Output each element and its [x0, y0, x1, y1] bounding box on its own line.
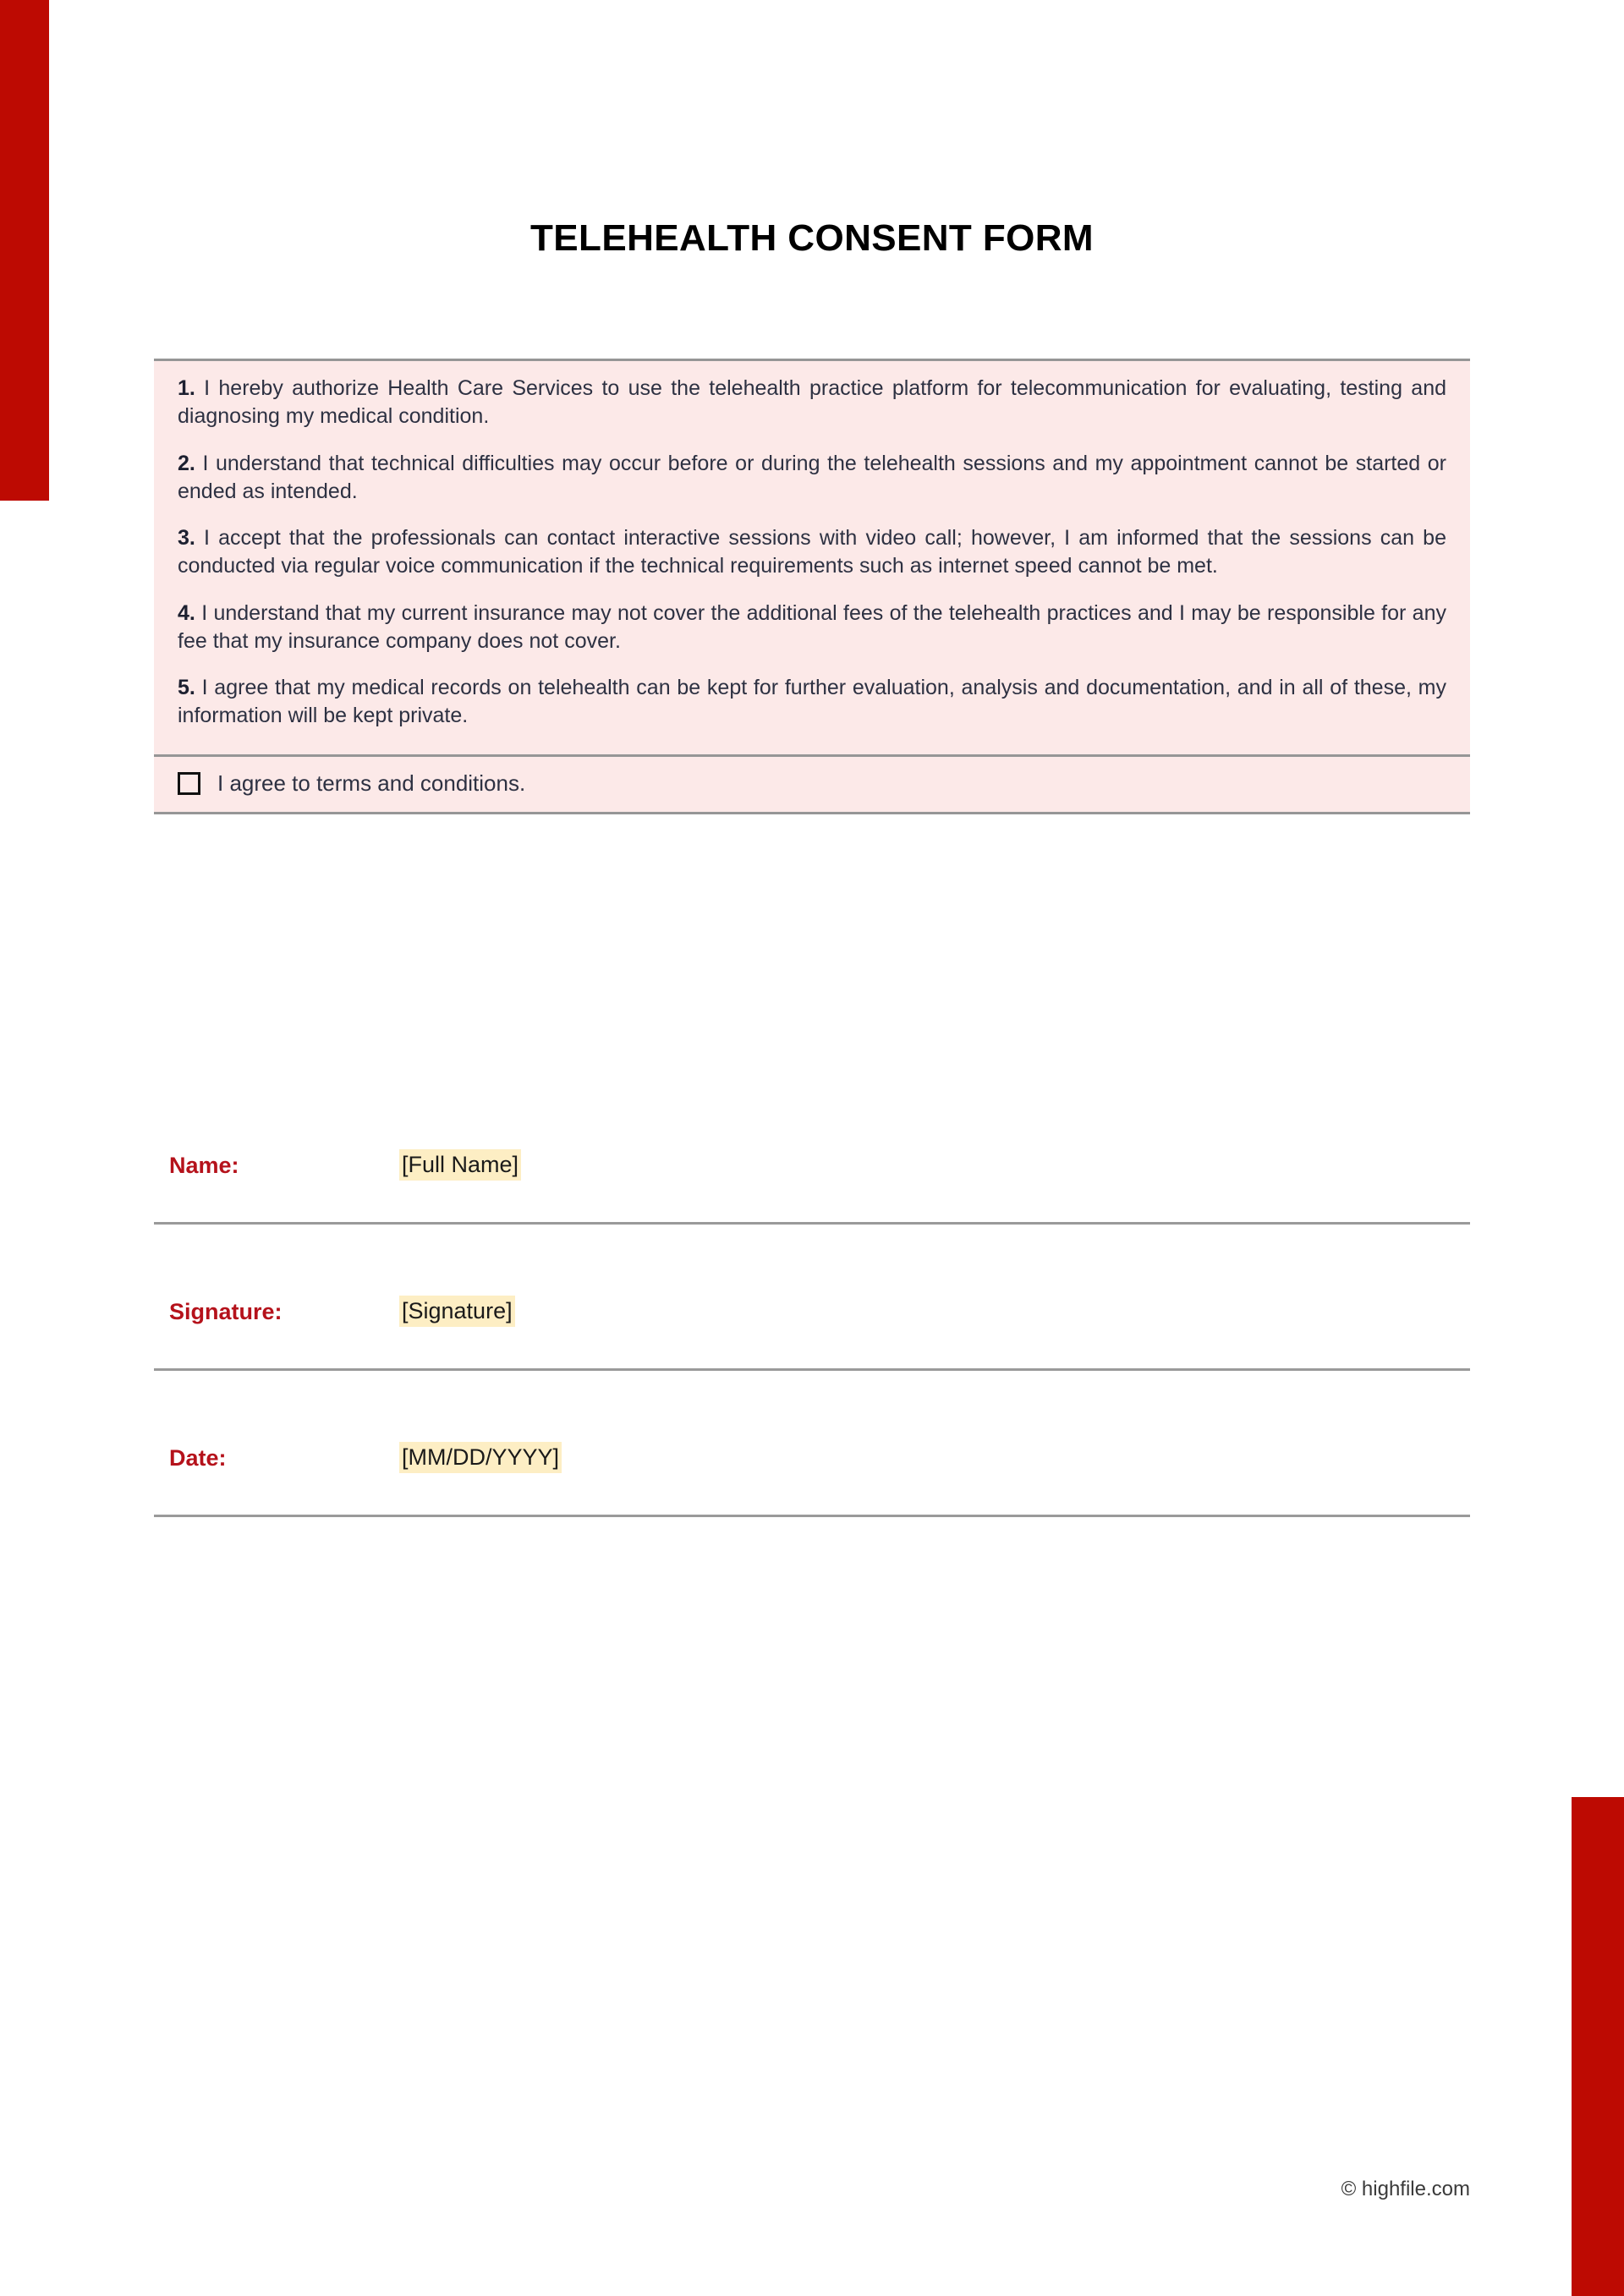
- signature-fields: [154, 1137, 1470, 1517]
- term-text: I agree that my medical records on telehealth can be kept for further evaluation, analysis and documentation, and in all of these, my information will be kept private.: [178, 676, 1446, 728]
- field-label-name: Name:: [169, 1153, 239, 1178]
- agree-terms-row[interactable]: [154, 754, 1470, 814]
- terms-panel: [154, 359, 1470, 814]
- term-number: 1.: [178, 376, 195, 400]
- field-label-date: Date:: [169, 1445, 227, 1471]
- term-text: I understand that technical difficulties may occur before or during the telehealth sessions and my appointment cannot be started or ended as intended.: [178, 451, 1446, 503]
- term-item: [178, 375, 1446, 431]
- agree-terms-label: I agree to terms and conditions.: [217, 770, 526, 796]
- term-text: I understand that my current insurance may not cover the additional fees of the telehealth practices and I may be responsible for any fee that my insurance company does not cover.: [178, 600, 1446, 653]
- term-number: 4.: [178, 600, 195, 625]
- term-number: 5.: [178, 676, 195, 699]
- field-input-signature[interactable]: [399, 1284, 1470, 1326]
- term-text: I accept that the professionals can contact interactive sessions with video call; however, I am informed that the sessions can be conducted via regular voice communication if the technical requirements such as internet speed cannot be met.: [178, 526, 1446, 578]
- decorative-red-bar-left: [0, 0, 49, 501]
- field-placeholder-name: [Full Name]: [399, 1149, 521, 1181]
- checkbox-unchecked-icon[interactable]: [178, 772, 200, 795]
- term-item: [178, 674, 1446, 731]
- field-placeholder-signature: [Signature]: [399, 1296, 515, 1327]
- field-row-name: [154, 1137, 1470, 1225]
- decorative-red-bar-bottom-right: [1572, 1797, 1624, 2296]
- term-text: I hereby authorize Health Care Services to use the telehealth practice platform for telecommunication for evaluating, testing and diagnosing my medical condition.: [178, 376, 1446, 429]
- field-row-signature: [154, 1284, 1470, 1371]
- field-placeholder-date: [MM/DD/YYYY]: [399, 1442, 562, 1473]
- field-row-date: [154, 1430, 1470, 1517]
- field-label-signature: Signature:: [169, 1299, 283, 1324]
- term-item: [178, 524, 1446, 581]
- term-item: [178, 600, 1446, 656]
- page-title: TELEHEALTH CONSENT FORM: [530, 217, 1094, 259]
- term-number: 3.: [178, 526, 195, 550]
- term-number: 2.: [178, 451, 195, 475]
- field-input-name[interactable]: [399, 1137, 1470, 1180]
- terms-list: [154, 361, 1470, 754]
- term-item: [178, 450, 1446, 507]
- field-input-date[interactable]: [399, 1430, 1470, 1472]
- footer-credit: © highfile.com: [1341, 2178, 1470, 2200]
